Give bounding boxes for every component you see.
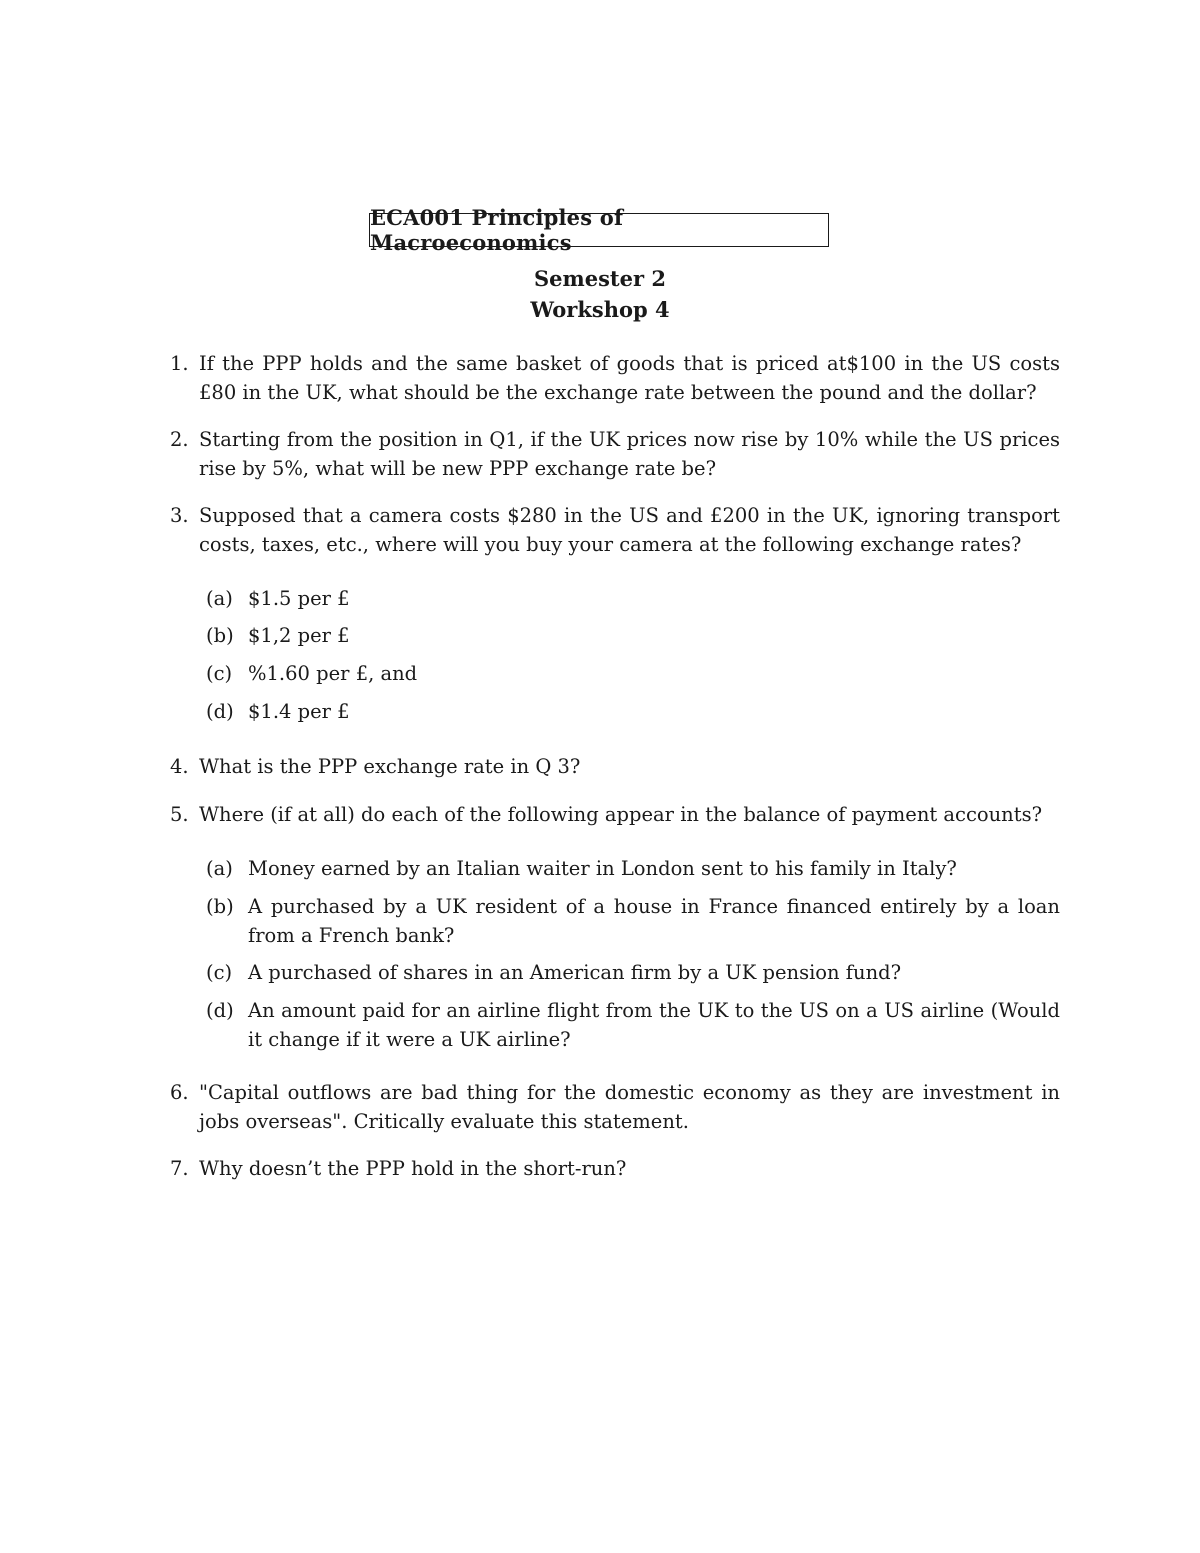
- question-1: [170, 350, 1060, 407]
- question-text: "Capital outflows are bad thing for the domestic economy as they are investment in jobs overseas". Critically evaluate this statement.: [199, 1081, 1060, 1133]
- question-3-part-d: [206, 698, 1060, 727]
- question-6: [170, 1079, 1060, 1136]
- question-text: What is the PPP exchange rate in Q 3?: [199, 755, 581, 778]
- course-title-box: [369, 205, 829, 255]
- part-label: (c): [206, 961, 233, 984]
- part-label: (d): [206, 999, 234, 1022]
- part-text: An amount paid for an airline flight from the UK to the US on a US airline (Would it change if it were a UK airline?: [248, 999, 1060, 1051]
- part-text: $1.5 per £: [248, 587, 350, 610]
- part-label: (b): [206, 624, 234, 647]
- question-number: 6.: [170, 1081, 189, 1104]
- question-number: 2.: [170, 428, 189, 451]
- question-text: Starting from the position in Q1, if the UK prices now rise by 10% while the US prices rise by 5%, what will be new PPP exchange rate be?: [199, 428, 1060, 480]
- question-5-part-a: [206, 855, 1060, 884]
- question-number: 5.: [170, 803, 189, 826]
- question-number: 7.: [170, 1157, 189, 1180]
- question-3-part-c: [206, 660, 1060, 689]
- question-text: Why doesn’t the PPP hold in the short-run?: [199, 1157, 627, 1180]
- course-title: ECA001 Principles of Macroeconomics: [370, 205, 624, 255]
- question-4: [170, 753, 1060, 782]
- question-2: [170, 426, 1060, 483]
- question-number: 4.: [170, 755, 189, 778]
- part-label: (a): [206, 857, 233, 880]
- question-3: [170, 502, 1060, 559]
- question-text: If the PPP holds and the same basket of goods that is priced at$100 in the US costs £80 in the UK, what should be the exchange rate between the pound and the dollar?: [199, 352, 1060, 404]
- question-5-part-d: [206, 997, 1060, 1054]
- workshop-heading: Workshop 4: [530, 297, 670, 322]
- question-3-part-a: [206, 585, 1060, 614]
- part-text: Money earned by an Italian waiter in London sent to his family in Italy?: [248, 857, 957, 880]
- part-text: A purchased by a UK resident of a house in France financed entirely by a loan from a French bank?: [248, 895, 1060, 947]
- question-number: 1.: [170, 352, 189, 375]
- question-number: 3.: [170, 504, 189, 527]
- question-5-part-b: [206, 893, 1060, 950]
- part-text: $1.4 per £: [248, 700, 350, 723]
- part-text: $1,2 per £: [248, 624, 350, 647]
- semester-heading: Semester 2: [534, 266, 666, 291]
- part-label: (a): [206, 587, 233, 610]
- question-text: Supposed that a camera costs $280 in the US and £200 in the UK, ignoring transport costs, taxes, etc., where will you buy your camera at the following exchange rates?: [199, 504, 1060, 556]
- part-label: (b): [206, 895, 234, 918]
- question-text: Where (if at all) do each of the following appear in the balance of payment accounts?: [199, 803, 1043, 826]
- part-text: A purchased of shares in an American firm by a UK pension fund?: [248, 961, 902, 984]
- part-label: (c): [206, 662, 233, 685]
- question-5: [170, 801, 1060, 830]
- part-label: (d): [206, 700, 234, 723]
- question-5-part-c: [206, 959, 1060, 988]
- question-3-part-b: [206, 622, 1060, 651]
- question-7: [170, 1155, 1060, 1184]
- part-text: %1.60 per £, and: [248, 662, 418, 685]
